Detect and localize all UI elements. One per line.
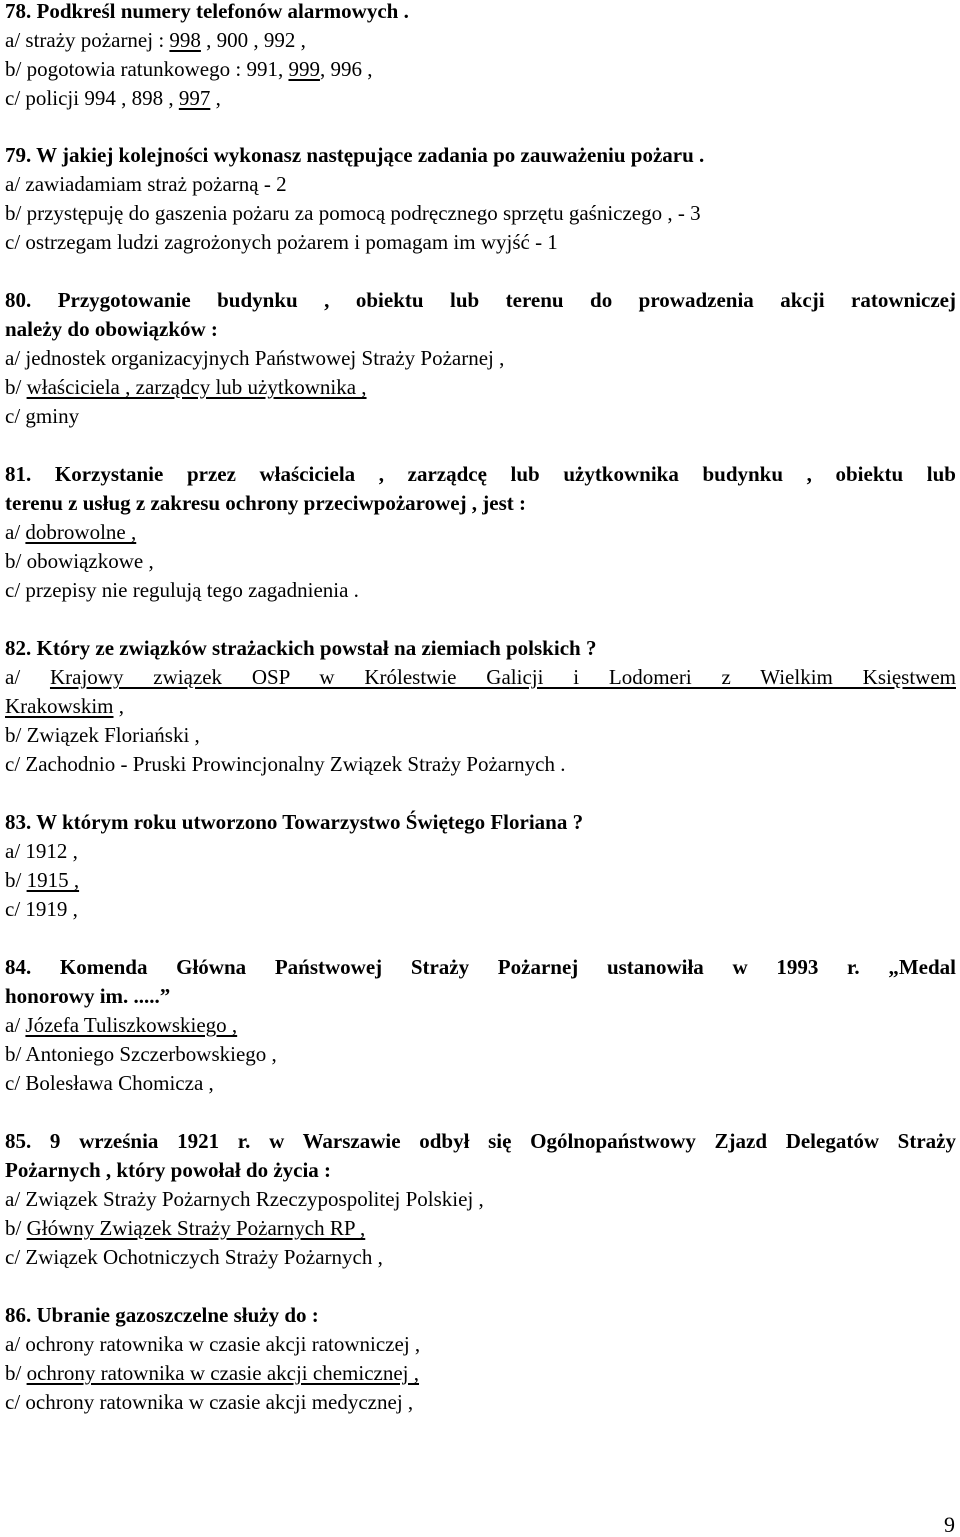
question-title: 83. W którym roku utworzono Towarzystwo Świętego Floriana ?: [5, 810, 584, 834]
question-title-line-2: Pożarnych , który powołał do życia :: [5, 1158, 332, 1182]
answer-b: b/ przystępuję do gaszenia pożaru za pomocą podręcznego sprzętu gaśniczego , - 3: [5, 201, 701, 225]
question-81: [5, 460, 956, 605]
question-85: [5, 1127, 956, 1272]
question-86: [5, 1301, 956, 1417]
answer-c: c/ przepisy nie regulują tego zagadnienia .: [5, 578, 359, 602]
answer-c: c/ Zachodnio - Pruski Prowincjonalny Związek Straży Pożarnych .: [5, 752, 566, 776]
answer-a: a/ Związek Straży Pożarnych Rzeczypospolitej Polskiej ,: [5, 1187, 484, 1211]
question-80: [5, 286, 956, 431]
question-title-line-1: 80. Przygotowanie budynku , obiektu lub terenu do prowadzenia akcji ratowniczej: [5, 288, 956, 312]
question-title: 79. W jakiej kolejności wykonasz następujące zadania po zauważeniu pożaru .: [5, 143, 705, 167]
answer-b: b/ obowiązkowe ,: [5, 549, 154, 573]
answer-b: b/ Związek Floriański ,: [5, 723, 200, 747]
answer-b: b/ ochrony ratownika w czasie akcji chemicznej ,: [5, 1361, 420, 1385]
question-79: [5, 141, 956, 257]
answer-a: a/ straży pożarnej : 998 , 900 , 992 ,: [5, 28, 306, 52]
question-title-line-2: należy do obowiązków :: [5, 317, 218, 341]
question-78: [5, 0, 956, 113]
question-title-line-2: terenu z usług z zakresu ochrony przeciwpożarowej , jest :: [5, 491, 527, 515]
question-83: [5, 808, 956, 924]
question-title: 82. Który ze związków strażackich powstał na ziemiach polskich ?: [5, 636, 597, 660]
answer-b: b/ 1915 ,: [5, 868, 80, 892]
answer-c: c/ Bolesława Chomicza ,: [5, 1071, 214, 1095]
question-title-line-2: honorowy im. .....”: [5, 984, 171, 1008]
answer-a-line-1: a/ Krajowy związek OSP w Królestwie Galicji i Lodomeri z Wielkim Księstwem: [5, 665, 956, 689]
answer-a: a/ zawiadamiam straż pożarną - 2: [5, 172, 287, 196]
answer-a: a/ ochrony ratownika w czasie akcji ratowniczej ,: [5, 1332, 421, 1356]
answer-a-line-2: Krakowskim ,: [5, 694, 124, 718]
answer-c: c/ ostrzegam ludzi zagrożonych pożarem i pomagam im wyjść - 1: [5, 230, 558, 254]
answer-b: b/ właściciela , zarządcy lub użytkownika ,: [5, 375, 367, 399]
answer-c: c/ 1919 ,: [5, 897, 78, 921]
answer-b: b/ pogotowia ratunkowego : 991, 999, 996 ,: [5, 57, 373, 81]
answer-c: c/ gminy: [5, 404, 80, 428]
answer-a: a/ Józefa Tuliszkowskiego ,: [5, 1013, 238, 1037]
answer-c: c/ policji 994 , 898 , 997 ,: [5, 86, 221, 110]
answer-c: c/ ochrony ratownika w czasie akcji medycznej ,: [5, 1390, 414, 1414]
question-title-line-1: 85. 9 września 1921 r. w Warszawie odbył się Ogólnopaństwowy Zjazd Delegatów Straży: [5, 1129, 956, 1153]
answer-c: c/ Związek Ochotniczych Straży Pożarnych ,: [5, 1245, 383, 1269]
answer-a: a/ 1912 ,: [5, 839, 78, 863]
question-title: 86. Ubranie gazoszczelne służy do :: [5, 1303, 319, 1327]
question-82: [5, 634, 956, 779]
question-84: [5, 953, 956, 1098]
answer-b: b/ Główny Związek Straży Pożarnych RP ,: [5, 1216, 366, 1240]
answer-b: b/ Antoniego Szczerbowskiego ,: [5, 1042, 277, 1066]
question-title-line-1: 81. Korzystanie przez właściciela , zarządcę lub użytkownika budynku , obiektu lub: [5, 462, 956, 486]
answer-a: a/ jednostek organizacyjnych Państwowej Straży Pożarnej ,: [5, 346, 505, 370]
answer-a: a/ dobrowolne ,: [5, 520, 137, 544]
page-number: 9: [944, 1512, 955, 1537]
question-title-line-1: 84. Komenda Główna Państwowej Straży Pożarnej ustanowiła w 1993 r. „Medal: [5, 955, 956, 979]
question-title: 78. Podkreśl numery telefonów alarmowych .: [5, 0, 409, 23]
